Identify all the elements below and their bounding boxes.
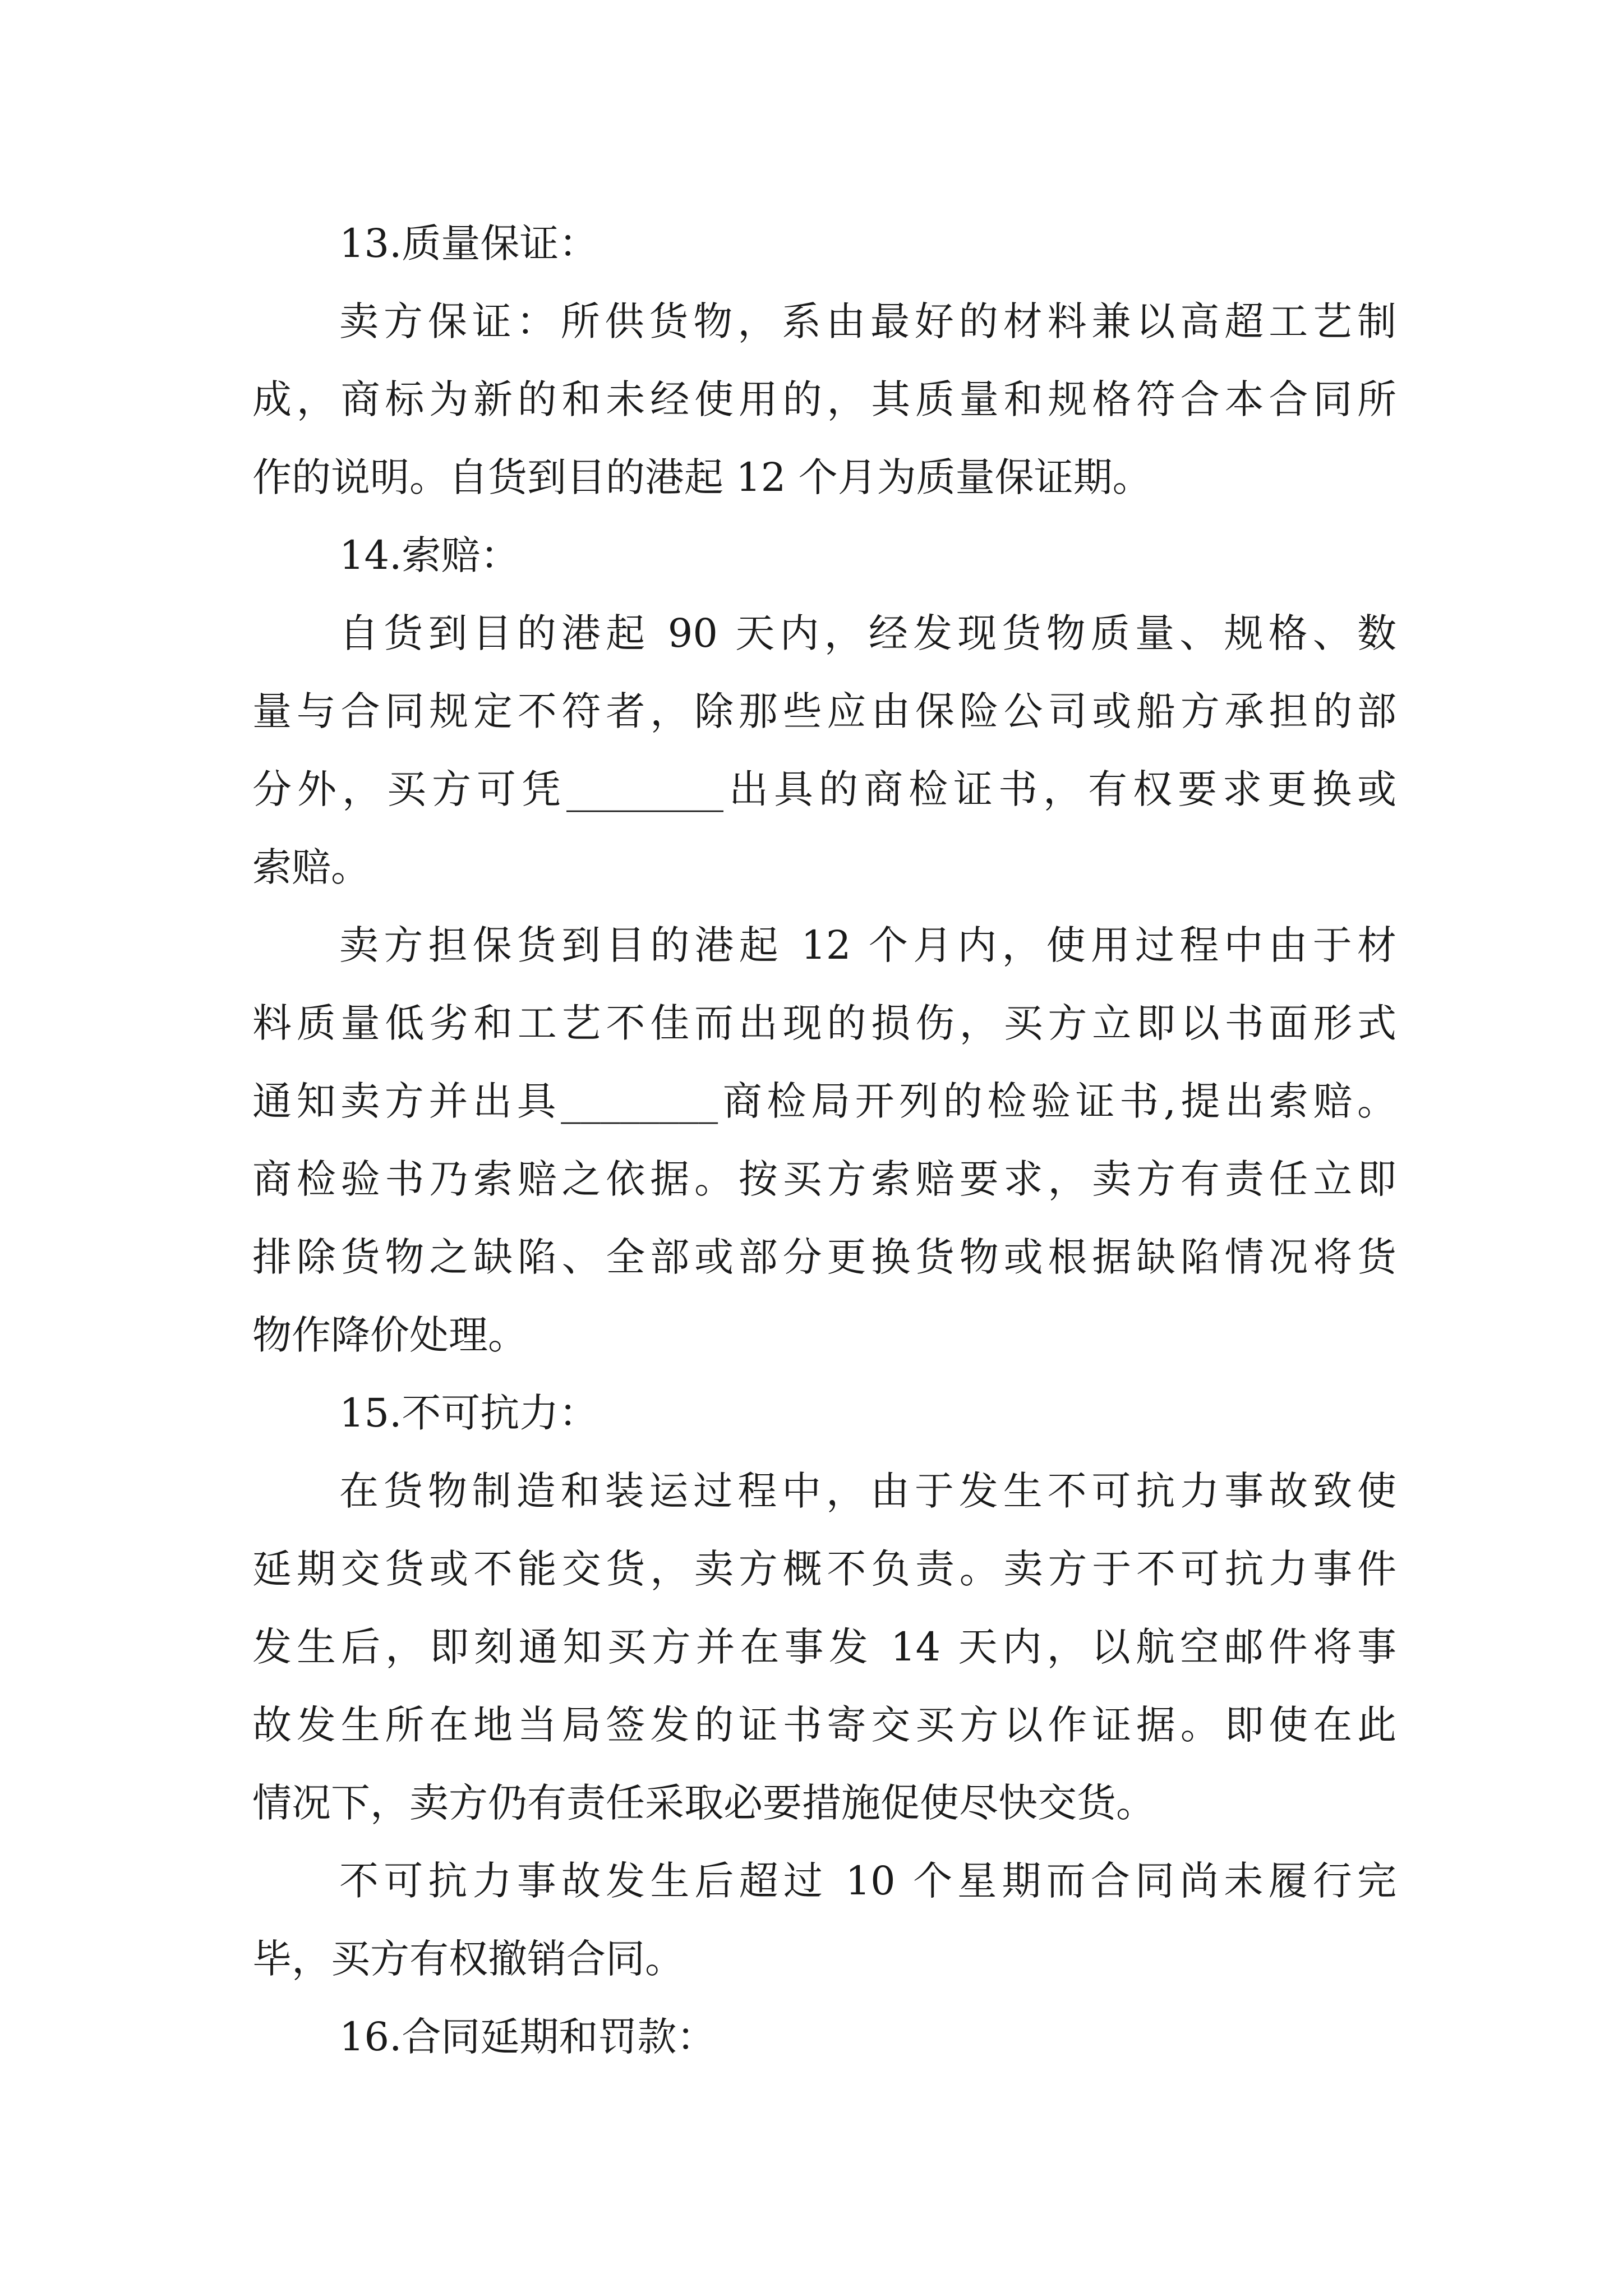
paragraph-line: 成，商标为新的和未经使用的，其质量和规格符合本合同所 (252, 376, 1396, 422)
paragraph-line: 量与合同规定不符者，除那些应由保险公司或船方承担的部 (252, 688, 1396, 734)
paragraph-line: 延期交货或不能交货，卖方概不负责。卖方于不可抗力事件 (252, 1546, 1396, 1592)
paragraph-line: 通知卖方并出具________商检局开列的检验证书,提出索赔。 (252, 1078, 1396, 1124)
paragraph-line: 不可抗力事故发生后超过 10 个星期而合同尚未履行完 (339, 1858, 1396, 1904)
document-page (252, 205, 1396, 2076)
section-heading-delay-penalty: 16.合同延期和罚款： (339, 2014, 716, 2060)
section-heading-quality: 13.质量保证： (339, 220, 598, 266)
paragraph-line: 料质量低劣和工艺不佳而出现的损伤，买方立即以书面形式 (252, 1000, 1396, 1046)
paragraph-line: 卖方保证：所供货物，系由最好的材料兼以高超工艺制 (339, 298, 1396, 344)
paragraph-line: 物作降价处理。 (252, 1312, 527, 1358)
paragraph-line: 分外，买方可凭________出具的商检证书，有权要求更换或 (252, 766, 1396, 812)
paragraph-line: 发生后，即刻通知买方并在事发 14 天内，以航空邮件将事 (252, 1624, 1396, 1670)
paragraph-line: 排除货物之缺陷、全部或部分更换货物或根据缺陷情况将货 (252, 1234, 1396, 1280)
paragraph-line: 毕，买方有权撤销合同。 (252, 1936, 684, 1982)
section-heading-force-majeure: 15.不可抗力： (339, 1390, 598, 1436)
section-heading-claims: 14.索赔： (339, 532, 520, 578)
paragraph-line: 商检验书乃索赔之依据。按买方索赔要求，卖方有责任立即 (252, 1156, 1396, 1202)
paragraph-line: 自货到目的港起 90 天内，经发现货物质量、规格、数 (339, 610, 1396, 656)
paragraph-line: 卖方担保货到目的港起 12 个月内，使用过程中由于材 (339, 922, 1396, 968)
paragraph-line: 故发生所在地当局签发的证书寄交买方以作证据。即使在此 (252, 1702, 1396, 1748)
paragraph-line: 索赔。 (252, 844, 370, 890)
paragraph-line: 情况下，卖方仍有责任采取必要措施促使尽快交货。 (252, 1780, 1155, 1826)
paragraph-line: 作的说明。自货到目的港起 12 个月为质量保证期。 (252, 454, 1152, 500)
paragraph-line: 在货物制造和装运过程中，由于发生不可抗力事故致使 (339, 1468, 1396, 1514)
